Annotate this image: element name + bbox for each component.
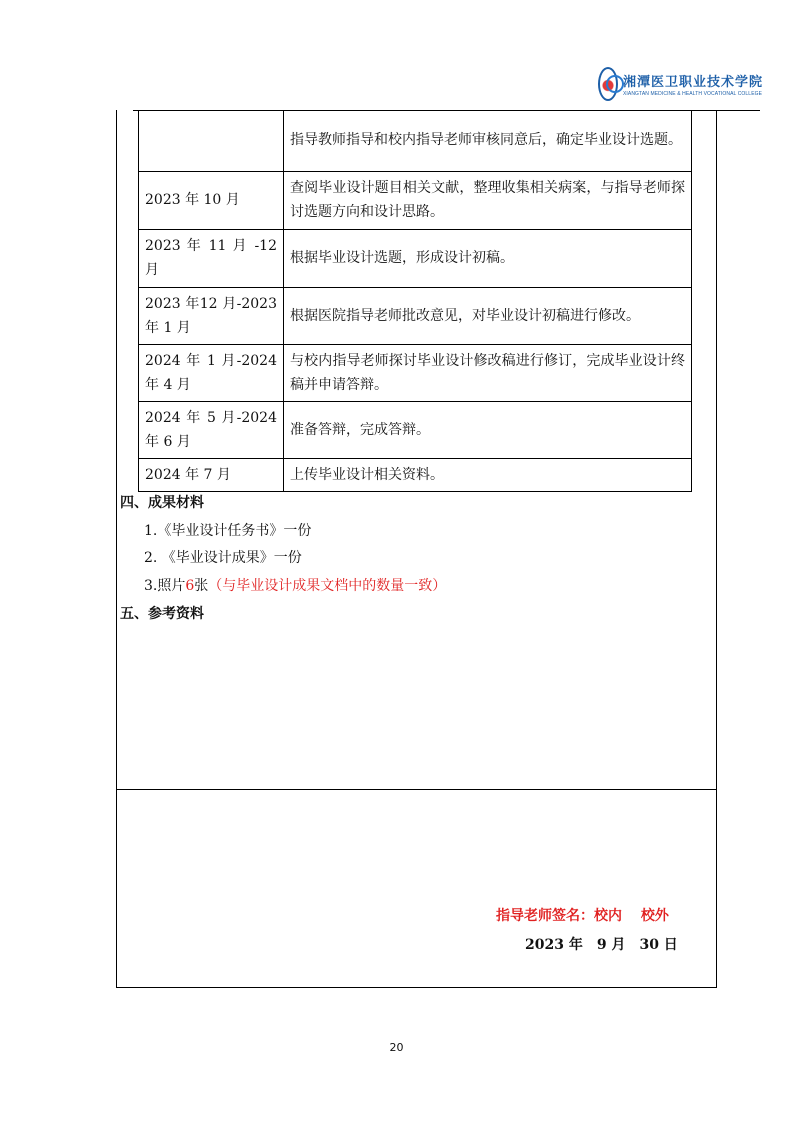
schedule-task: 根据毕业设计选题，形成设计初稿。: [284, 229, 692, 287]
logo-chinese-name: 湘潭医卫职业技术学院: [622, 75, 763, 90]
section5-title: 五、参考资料: [120, 606, 204, 622]
signature-box: [116, 789, 717, 988]
photo-note: （与毕业设计成果文档中的数量一致）: [208, 578, 447, 594]
schedule-task: 查阅毕业设计题目相关文献，整理收集相关病案，与指导老师探讨选题方向和设计思路。: [284, 171, 692, 229]
schedule-time: 2024 年 7 月: [139, 458, 284, 491]
table-row: [139, 229, 692, 287]
photo-count: 6: [185, 578, 195, 594]
table-row: [139, 401, 692, 458]
schedule-task: 与校内指导老师探讨毕业设计修改稿进行修订，完成毕业设计终稿并申请答辩。: [284, 344, 692, 401]
schedule-table: [138, 110, 692, 492]
schedule-time: 2024 年 1 月-2024 年 4 月: [139, 344, 284, 401]
schedule-time: 2023 年12 月-2023 年 1 月: [139, 287, 284, 344]
schedule-task: 准备答辩，完成答辩。: [284, 401, 692, 458]
table-row: [139, 171, 692, 229]
section4-title: 四、成果材料: [120, 495, 204, 511]
schedule-time: [139, 110, 284, 171]
table-row: [139, 458, 692, 491]
schedule-time: 2023 年 11 月 -12 月: [139, 229, 284, 287]
table-row: [139, 110, 692, 171]
advisor-signature-label: 指导老师签名：校内 校外: [496, 908, 669, 924]
table-row: [139, 287, 692, 344]
signature-date: 2023 年 9 月 30 日: [525, 937, 678, 953]
material-item-2: 2. 《毕业设计成果》一份: [144, 550, 302, 566]
schedule-task: 上传毕业设计相关资料。: [284, 458, 692, 491]
photo-unit: 张: [194, 578, 209, 594]
page-number: 20: [389, 1041, 404, 1054]
photo-label: 3.照片: [144, 578, 186, 594]
material-item-1: 1.《毕业设计任务书》一份: [144, 523, 312, 539]
logo-text: [623, 71, 763, 97]
material-item-3: [144, 574, 446, 598]
logo-english-name: XIANGTAN MEDICINE & HEALTH VOCATIONAL COLLEGE: [622, 91, 763, 97]
schedule-task: 指导教师指导和校内指导老师审核同意后，确定毕业设计选题。: [284, 110, 692, 171]
table-row: [139, 344, 692, 401]
college-logo: [598, 64, 763, 104]
schedule-task: 根据医院指导老师批改意见，对毕业设计初稿进行修改。: [284, 287, 692, 344]
college-emblem-icon: [598, 67, 618, 101]
schedule-time: 2023 年 10 月: [139, 171, 284, 229]
schedule-time: 2024 年 5 月-2024 年 6 月: [139, 401, 284, 458]
